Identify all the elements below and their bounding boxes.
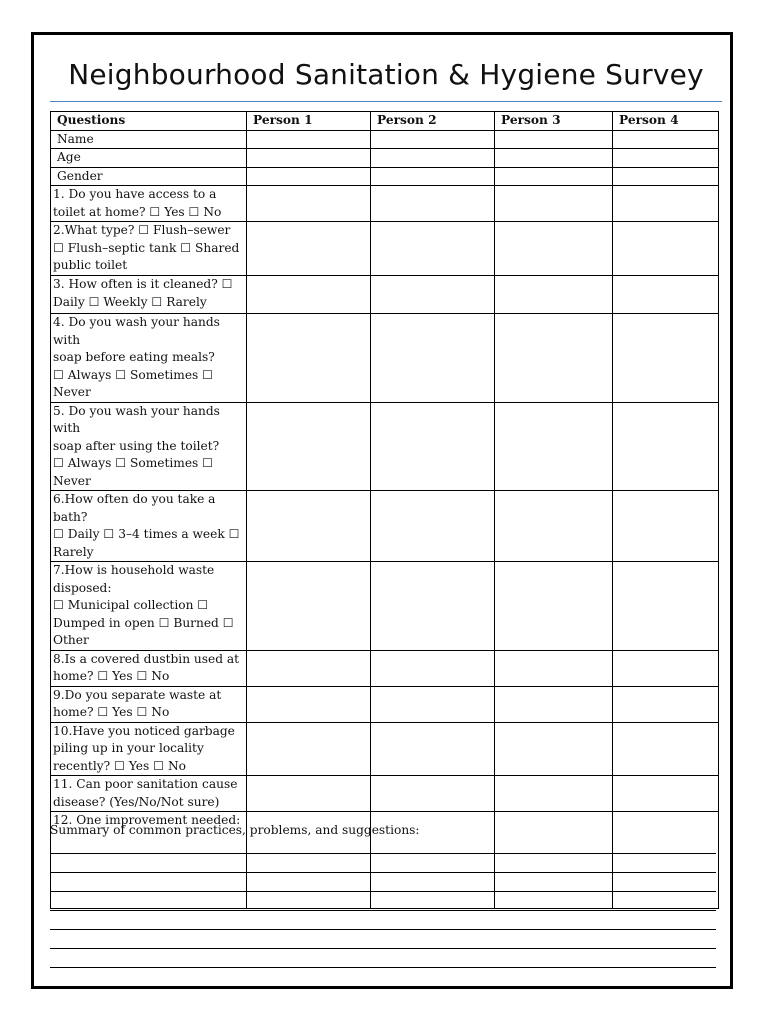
- answer-cell[interactable]: [613, 402, 719, 491]
- answer-cell[interactable]: [613, 276, 719, 314]
- answer-cell[interactable]: [247, 722, 371, 776]
- summary-label: Summary of common practices, problems, and suggestions:: [50, 823, 420, 837]
- answer-cell[interactable]: [495, 130, 613, 149]
- summary-line[interactable]: [50, 910, 716, 911]
- answer-cell[interactable]: [247, 402, 371, 491]
- answer-cell[interactable]: [247, 167, 371, 186]
- answer-cell[interactable]: [495, 562, 613, 651]
- answer-cell[interactable]: [371, 130, 495, 149]
- answer-cell[interactable]: [613, 314, 719, 403]
- question-cell: 4. Do you wash your hands with soap before eating meals? ☐ Always ☐ Sometimes ☐ Never: [51, 314, 247, 403]
- answer-cell[interactable]: [247, 650, 371, 686]
- answer-cell[interactable]: [371, 491, 495, 562]
- answer-cell[interactable]: [613, 130, 719, 149]
- table-row: [51, 149, 719, 168]
- question-cell: 10.Have you noticed garbage piling up in your locality recently? ☐ Yes ☐ No: [51, 722, 247, 776]
- answer-cell[interactable]: [371, 222, 495, 276]
- question-cell: 3. How often is it cleaned? ☐ Daily ☐ Weekly ☐ Rarely: [51, 276, 247, 314]
- table-row: [51, 402, 719, 491]
- table-row: [51, 776, 719, 812]
- answer-cell[interactable]: [247, 491, 371, 562]
- question-cell: 1. Do you have access to a toilet at home? ☐ Yes ☐ No: [51, 186, 247, 222]
- answer-cell[interactable]: [247, 562, 371, 651]
- question-cell: 12. One improvement needed:: [51, 812, 247, 909]
- answer-cell[interactable]: [371, 722, 495, 776]
- question-cell: 7.How is household waste disposed: ☐ Municipal collection ☐ Dumped in open ☐ Burned ☐ Other: [51, 562, 247, 651]
- answer-cell[interactable]: [613, 650, 719, 686]
- table-row: [51, 186, 719, 222]
- table-row: [51, 686, 719, 722]
- page-title: Neighbourhood Sanitation & Hygiene Survey: [68, 58, 704, 91]
- question-cell: 8.Is a covered dustbin used at home? ☐ Yes ☐ No: [51, 650, 247, 686]
- summary-line[interactable]: [50, 986, 716, 987]
- answer-cell[interactable]: [247, 686, 371, 722]
- answer-cell[interactable]: [613, 167, 719, 186]
- table-row: [51, 276, 719, 314]
- header-questions: Questions: [51, 112, 247, 131]
- answer-cell[interactable]: [247, 186, 371, 222]
- answer-cell[interactable]: [247, 314, 371, 403]
- table-row: [51, 562, 719, 651]
- table-header-row: [51, 112, 719, 131]
- answer-cell[interactable]: [371, 167, 495, 186]
- answer-cell[interactable]: [371, 186, 495, 222]
- answer-cell[interactable]: [495, 167, 613, 186]
- header-person-4: Person 4: [613, 112, 719, 131]
- question-cell: 11. Can poor sanitation cause disease? (Yes/No/Not sure): [51, 776, 247, 812]
- table-row: [51, 222, 719, 276]
- answer-cell[interactable]: [371, 686, 495, 722]
- answer-cell[interactable]: [247, 130, 371, 149]
- answer-cell[interactable]: [371, 562, 495, 651]
- answer-cell[interactable]: [495, 812, 613, 909]
- answer-cell[interactable]: [613, 812, 719, 909]
- question-cell: Age: [51, 149, 247, 168]
- answer-cell[interactable]: [613, 186, 719, 222]
- title-underline: [50, 101, 722, 102]
- answer-cell[interactable]: [371, 314, 495, 403]
- answer-cell[interactable]: [613, 686, 719, 722]
- question-cell: 6.How often do you take a bath? ☐ Daily ☐ 3–4 times a week ☐ Rarely: [51, 491, 247, 562]
- summary-line[interactable]: [50, 853, 716, 854]
- summary-line[interactable]: [50, 872, 716, 873]
- answer-cell[interactable]: [371, 650, 495, 686]
- summary-line[interactable]: [50, 929, 716, 930]
- answer-cell[interactable]: [371, 276, 495, 314]
- answer-cell[interactable]: [495, 650, 613, 686]
- header-person-3: Person 3: [495, 112, 613, 131]
- question-cell: 2.What type? ☐ Flush–sewer ☐ Flush–septic tank ☐ Shared public toilet: [51, 222, 247, 276]
- answer-cell[interactable]: [371, 402, 495, 491]
- answer-cell[interactable]: [371, 149, 495, 168]
- answer-cell[interactable]: [613, 149, 719, 168]
- table-row: [51, 314, 719, 403]
- answer-cell[interactable]: [247, 222, 371, 276]
- answer-cell[interactable]: [495, 186, 613, 222]
- question-cell: 5. Do you wash your hands with soap after using the toilet? ☐ Always ☐ Sometimes ☐ Never: [51, 402, 247, 491]
- answer-cell[interactable]: [613, 562, 719, 651]
- table-row: [51, 130, 719, 149]
- question-cell: 9.Do you separate waste at home? ☐ Yes ☐ No: [51, 686, 247, 722]
- answer-cell[interactable]: [495, 276, 613, 314]
- answer-cell[interactable]: [495, 686, 613, 722]
- summary-line[interactable]: [50, 948, 716, 949]
- answer-cell[interactable]: [495, 149, 613, 168]
- summary-line[interactable]: [50, 891, 716, 892]
- table-row: [51, 491, 719, 562]
- answer-cell[interactable]: [495, 402, 613, 491]
- answer-cell[interactable]: [495, 491, 613, 562]
- answer-cell[interactable]: [613, 491, 719, 562]
- header-person-1: Person 1: [247, 112, 371, 131]
- answer-cell[interactable]: [613, 722, 719, 776]
- answer-cell[interactable]: [247, 776, 371, 812]
- answer-cell[interactable]: [495, 222, 613, 276]
- question-cell: Gender: [51, 167, 247, 186]
- answer-cell[interactable]: [371, 776, 495, 812]
- answer-cell[interactable]: [247, 149, 371, 168]
- answer-cell[interactable]: [613, 776, 719, 812]
- survey-table: [50, 111, 719, 909]
- summary-line[interactable]: [50, 967, 716, 968]
- question-cell: Name: [51, 130, 247, 149]
- answer-cell[interactable]: [495, 314, 613, 403]
- table-row: [51, 167, 719, 186]
- answer-cell[interactable]: [495, 722, 613, 776]
- table-row: [51, 650, 719, 686]
- answer-cell[interactable]: [613, 222, 719, 276]
- header-person-2: Person 2: [371, 112, 495, 131]
- answer-cell[interactable]: [495, 776, 613, 812]
- table-row: [51, 722, 719, 776]
- answer-cell[interactable]: [247, 276, 371, 314]
